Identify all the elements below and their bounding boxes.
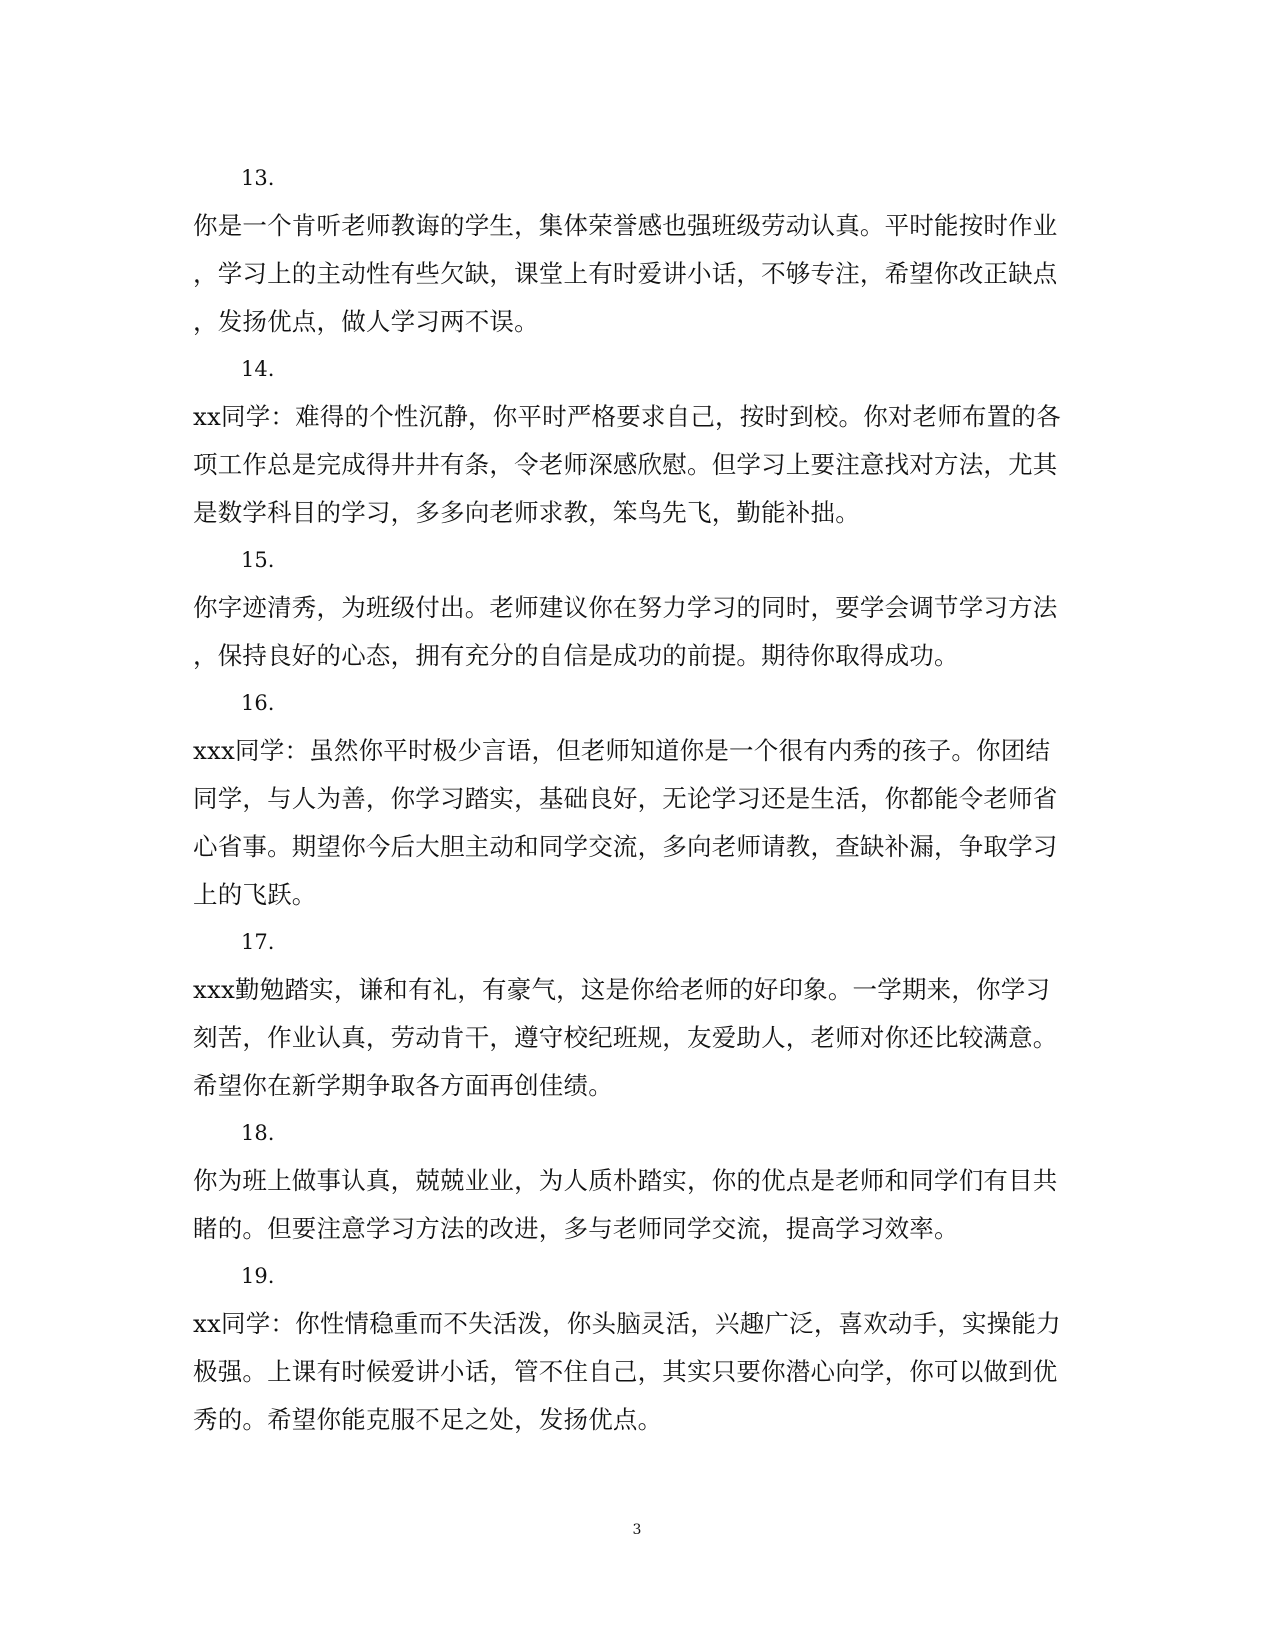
entry-text-line: 心省事。期望你今后大胆主动和同学交流，多向老师请教，查缺补漏，争取学习 <box>193 832 1058 861</box>
entry-text-line: 同学，与人为善，你学习踏实，基础良好，无论学习还是生活，你都能令老师省 <box>193 784 1058 813</box>
entry-text-line: xxx勤勉踏实，谦和有礼，有豪气，这是你给老师的好印象。一学期来，你学习 <box>193 975 1051 1004</box>
entry-number: 16. <box>241 691 275 715</box>
entry-number: 15. <box>241 548 275 572</box>
entry-number: 18. <box>241 1121 275 1145</box>
entry-text-line: xx同学：难得的个性沉静，你平时严格要求自己，按时到校。你对老师布置的各 <box>193 402 1061 431</box>
entry-text-line: 你字迹清秀，为班级付出。老师建议你在努力学习的同时，要学会调节学习方法 <box>193 593 1058 622</box>
entry-number: 14. <box>241 357 275 381</box>
entry-text-line: ，学习上的主动性有些欠缺，课堂上有时爱讲小话，不够专注，希望你改正缺点 <box>193 259 1058 288</box>
entry-text-line: 上的飞跃。 <box>193 880 317 909</box>
comments-body <box>193 155 1073 1444</box>
entry-text-line: 你为班上做事认真，兢兢业业，为人质朴踏实，你的优点是老师和同学们有目共 <box>193 1166 1058 1195</box>
page-number: 3 <box>632 1522 642 1538</box>
entry-number: 17. <box>241 930 275 954</box>
comment-entry-19 <box>193 1253 1073 1444</box>
entry-text-line: xxx同学：虽然你平时极少言语，但老师知道你是一个很有内秀的孩子。你团结 <box>193 736 1051 765</box>
entry-text-line: 刻苦，作业认真，劳动肯干，遵守校纪班规，友爱助人，老师对你还比较满意。 <box>193 1023 1058 1052</box>
comment-entry-14 <box>193 346 1073 537</box>
entry-text-line: ，发扬优点，做人学习两不误。 <box>193 307 539 336</box>
comment-entry-13 <box>193 155 1073 346</box>
entry-text-line: 睹的。但要注意学习方法的改进，多与老师同学交流，提高学习效率。 <box>193 1214 959 1243</box>
comment-entry-16 <box>193 680 1073 919</box>
entry-text-line: 你是一个肯听老师教诲的学生，集体荣誉感也强班级劳动认真。平时能按时作业 <box>193 211 1058 240</box>
entry-text-line: 秀的。希望你能克服不足之处，发扬优点。 <box>193 1405 663 1434</box>
entry-text-line: 项工作总是完成得井井有条，令老师深感欣慰。但学习上要注意找对方法，尤其 <box>193 450 1058 479</box>
entry-number: 13. <box>241 166 275 190</box>
entry-text-line: xx同学：你性情稳重而不失活泼，你头脑灵活，兴趣广泛，喜欢动手，实操能力 <box>193 1309 1061 1338</box>
comment-entry-15 <box>193 537 1073 680</box>
entry-text-line: ，保持良好的心态，拥有充分的自信是成功的前提。期待你取得成功。 <box>193 641 959 670</box>
entry-text-line: 极强。上课有时候爱讲小话，管不住自己，其实只要你潜心向学，你可以做到优 <box>193 1357 1058 1386</box>
entry-number: 19. <box>241 1264 275 1288</box>
comment-entry-18 <box>193 1110 1073 1253</box>
entry-text-line: 是数学科目的学习，多多向老师求教，笨鸟先飞，勤能补拙。 <box>193 498 860 527</box>
comment-entry-17 <box>193 919 1073 1110</box>
entry-text-line: 希望你在新学期争取各方面再创佳绩。 <box>193 1071 613 1100</box>
